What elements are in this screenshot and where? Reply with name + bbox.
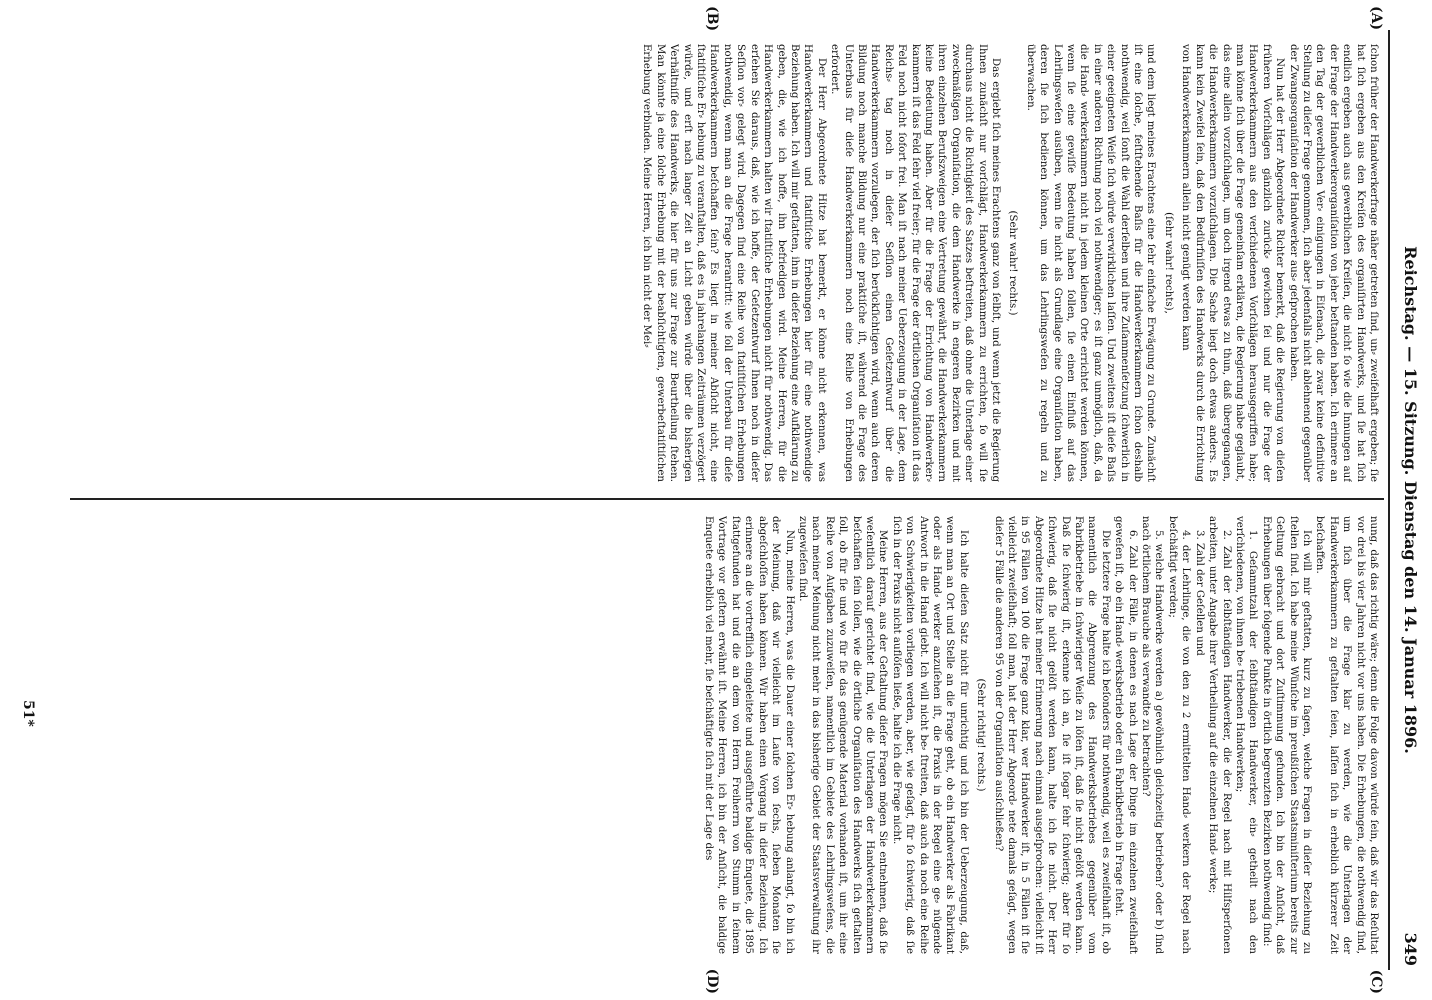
- page-header: [1392, 34, 1420, 966]
- list-item: 6. Zahl der Fälle, in denen es nach Lage der Dinge im einzelnen zweifelhaft geweſen iſt, ob ein Hand⸗ werksbetrieb oder ein Fabrikbetrieb in Frage ſteht.: [1113, 516, 1138, 954]
- margin-letter-a: (A): [1368, 6, 1384, 31]
- paragraph: Ich halte dieſen Satz nicht für unrichtig und ich bin der Ueberzeugung, daß, wenn man an Ort und Stelle an die Frage geht, ob ein Handwerker als Fabrikant oder als Hand⸗ werker anzuſehen iſt, die Praxis in der Regel eine ge⸗ nügende Antwort in die Hand giebt. Ich will nicht be⸗ ſtreiten, daß auch da noch eine Reihe von Schwierigkeiten vorliegen werden, aber, wie geſagt, für ſo ſchwierig, daß ſie ſich in der Praxis nicht auflöſen ließe, halte ich die Frage nicht.: [890, 516, 969, 954]
- interjection: (ſehr wahr! rechts),: [1162, 212, 1174, 314]
- list-item: 5. welche Handwerke werden a) gewöhnlich gleichzeitig betrieben? oder b) ſind nach örtlichem Brauche als verwandte zu betrachten?: [1140, 516, 1165, 954]
- margin-letter-c: (C): [1368, 969, 1384, 994]
- page-number: 349: [1401, 932, 1420, 966]
- margin-letter-b: (B): [704, 6, 720, 32]
- column-divider: [70, 498, 1384, 500]
- list-item: 1. Geſammtzahl der ſelbſtändigen Handwerker, ein⸗ getheilt nach den verſchiedenen, von ihnen be⸗ triebenen Handwerken;: [1233, 516, 1259, 954]
- paragraph: ſchon früher der Handwerkerfrage näher getreten ſind, un⸗ zweifelhaft ergeben; ſie hat ſich ergeben aus den Kreiſen des organiſirten Handwerks, und ſie hat ſich endlich ergeben auch aus gewerblichen Kreiſen, die nicht ſo wie die Innungen auf der Frage der Handwerkerorganiſation von jeher beſtanden haben. Ich erinnere an den Tag der gewerblichen Ver⸗ einigungen in Eiſenach, die zwar keine definitive Stellung zu dieſer Frage genommen, ſich aber jedenfalls nicht ablehnend gegenüber der Zwangsorganiſation der Handwerker aus⸗ geſprochen haben.: [1287, 44, 1379, 482]
- paragraph: Das ergiebt ſich meines Erachtens ganz von ſelbſt, und wenn jetzt die Regierung Ihnen zunächſt nur vorſchlägt, Handwerkerkammern zu errichten, ſo will ſie durchaus nicht die Richtigkeit des Satzes beſtreiten, daß ohne die Unterlage einer zweckmäßigen Organiſation, die dem Handwerke in engeren Bezirken und mit ihren einzelnen Berufszweigen eine Vertretung gewährt, die Handwerkerkammern keine Bedeutung haben. Aber für die Frage der Errichtung von Handwerker⸗ kammern iſt das Feld ſehr viel freier; für die Frage der örtlichen Organiſation iſt das Feld noch nicht ſofort frei. Man iſt nach meiner Ueberzeugung in der Lage, dem Reichs⸗ tag noch in dieſer Seſſion einen Geſetzentwurf über die Handwerkerkammern vorzulegen, der ſich berückſichtigen wird, wenn auch deren Bildung noch manche Bildung nur eine praktiſche iſt, während die Frage des Unterbaus für dieſe Handwerkerkammern noch eine Reihe von Erhebungen erfordert.: [829, 44, 1002, 482]
- paragraph: Die letztere Frage halte ich beſonders für nothwendig, weil es zweifelhaft iſt, ob namentlich die Abgrenzung des Handwerksbetriebes gegenüber vom Fabrikbetriebe in ſchwieriger Weiſe zu löſen iſt, daß ſie nicht gelöſt werden kann. Daß ſie ſchwierig iſt, erkenne ich an, ſie iſt ſogar ſehr ſchwierig; aber für ſo ſchwierig, daß ſie nicht gelöſt werden kann, halte ich ſie nicht. Der Herr Abgeordnete Hitze hat meiner Erinnerung nach einmal ausgeſprochen: vielleicht iſt in 95 Fällen von 100 die Frage ganz klar, wer Handwerker iſt, in 5 Fällen iſt ſie vielleicht zweifelhaft; ſoll man, hat der Herr Abgeord⸗ nete damals geſagt, wegen dieſer 5 Fälle die anderen 95 von der Organiſation ausſchließen?: [992, 516, 1111, 954]
- paragraph: Nun, meine Herren, was die Dauer einer ſolchen Er⸗ hebung anlangt, ſo bin ich der Meinung, daß wir vielleicht im Laufe von ſechs, ſieben Monaten ſie abgeſchloſſen haben können. Wir haben einen Vorgang in dieſer Beziehung. Ich erinnere an die vortrefflich eingeleitete und ausgeführte baldige Enquete, die 1895 ſtattgefunden hat und die an dem von Herrn Freiherrn von Stumm in ſeinem Vortrage vor geſtern erwähnt iſt. Meine Herren, ich bin der Anſicht, die baldige Enquete erheblich viel mehr, ſie beſchäftigte ſich mit der Lage des: [703, 516, 795, 954]
- right-column: [270, 516, 1380, 954]
- header-rule: [1388, 30, 1390, 970]
- paragraph: Ich will mir geſtatten, kurz zu ſagen, welche Fragen in dieſer Beziehung zu ſtellen ſind. Ich habe meine Wünſche im preußiſchen Staatsminiſterium bereits zur Geltung gebracht und dort Zuſtimmung gefunden. Ich bin der Anſicht, daß Erhebungen über folgende Punkte in örtlich begrenzten Bezirken nothwendig ſind:: [1260, 516, 1312, 954]
- margin-letter-d: (D): [704, 968, 720, 994]
- paragraph: Meine Herren, aus der Geſtaltung dieſer Fragen mögen Sie entnehmen, daß ſie weſentlich darauf gerichtet ſind, wie die Unterlagen der Handwerkerkammern beſchaffen ſein ſollen, wie die örtliche Organiſation des Handwerks ſich geſtalten ſoll, ob für ſie und wo für ſie das genügende Material vorhanden iſt, um ihr eine Reihe von Aufgaben zuzuweiſen, namentlich im Gebiete des Lehrlingsweſens, die nach meiner Meinung nicht mehr in das bisherige Gebiet der Staatsverwaltung ihr zugewieſen ſind.: [796, 516, 889, 954]
- list-item: 2. Zahl der ſelbſtändigen Handwerker, die der Regel nach mit Hilfsperſonen arbeiten, unter Angabe ihrer Vertheilung auf die einzelnen Hand⸗ werke;: [1207, 516, 1232, 954]
- paragraph: und dem liegt meines Erachtens eine ſehr einfache Erwägung zu Grunde. Zunächſt iſt eine ſolche, feſtſtehende Baſis für die Handwerkerkammern ſchon deshalb nothwendig, weil ſonſt die Wahl derſelben und ihre Zuſammenſetzung ſchwerlich in einer geeigneten Weiſe ſich würde verwirklichen laſſen. Und zweitens iſt dieſe Baſis in einer anderen Richtung noch viel nothwendiger; es iſt ganz unmöglich, daß, da die Hand⸗ werkerkammern nicht in jedem kleinen Orte errichtet werden können, wenn ſie eine gewiſſe Bedeutung haben ſollen, ſie einen Einfluß auf das Lehrlingsweſen ausüben, wenn ſie nicht als Grundlage eine Organiſation haben, deren ſie ſich bedienen können, um das Lehrlingsweſen zu regeln und zu überwachen.: [1024, 44, 1157, 482]
- interjection: (Sehr richtig! rechts.): [975, 678, 987, 792]
- signature-mark: 51*: [20, 700, 36, 727]
- paragraph: nung, daß das richtig wäre; denn die Folge davon würde ſein, daß wir das Reſultat vor drei bis vier Jahren nicht vor uns haben. Die Erhebungen, die nothwendig ſind, um ſich über die Frage klar zu werden, wie die Unterlagen der Handwerkerkammern zu geſtalten ſeien, laſſen ſich in erheblich kürzerer Zeit beſchaffen.: [1314, 516, 1379, 954]
- left-column: [48, 44, 1380, 482]
- paragraph: Nun hat der Herr Abgeordnete Richter bemerkt, daß die Regierung von dieſen früheren Vorſchlägen gänzlich zurück⸗ gewichen ſei und nur die Frage der Handwerkerkammern aus den verſchiedenen Vorſchlägen herausgegriffen habe; man könne ſich über die Frage gemeinſam erklären, die Regierung habe geglaubt, das eine allein vorzuſchlagen, um doch irgend etwas zu thun, daß übergegangen, die Handwerkerkammern vorzuſchlagen. Die Sache liegt doch etwas anders. Es kann kein Zweifel ſein, daß den Bedürfniſſen des Handwerks durch die Errichtung von Handwerkerkammern allein nicht genügt werden kann: [1180, 44, 1286, 482]
- running-header: Reichstag. — 15. Sitzung. Dienstag den 14. Januar 1896.: [1401, 246, 1420, 754]
- paragraph: Der Herr Abgeordnete Hitze hat bemerkt, er könne nicht erkennen, was Handwerkerkammern und ſtatiſtiſche Erhebungen hier für eine nothwendige Beziehung haben. Ich will mir geſtatten, ihm in dieſer Beziehung eine Aufklärung zu geben, die, wie ich hoffe, ihn befriedigen wird. Meine Herren, für die Handwerkerkammern halten wir ſtatiſtiſche Erhebungen nicht für nothwendig. Das erſehen Sie daraus, daß, wie ich hoffe, der Geſetzentwurf Ihnen noch in dieſer Seſſion vor⸗ gelegt wird. Dagegen ſind eine Reihe von ſtatiſtiſchen Erhebungen nothwendig, wenn man an die Frage herantritt: wie ſoll der Unterbau für dieſe Handwerkerkammern beſchaffen ſein? Es liegt in meiner Abſicht nicht, eine ſtatiſtiſche Er⸗ hebung zu veranſtalten, daß es in jahrelangen Zeiträumen verzögert würde, und erſt nach langer Zeit an Licht geben würde über die bisherigen Verhältniſſe des Handwerks, die hier für uns zur Frage zur Beurtheilung ſtehen. Man könnte ja eine ſolche Erhebung mit der beabſichtigten, gewerbeſtatiſtiſchen Erhebung verbinden. Meine Herren, ich bin nicht der Mei⸗: [641, 44, 827, 482]
- question-list: [1112, 516, 1259, 954]
- list-item: 3. Zahl der Geſellen und: [1193, 530, 1205, 656]
- list-item: 4. der Lehrlinge, die von den zu 2 ermittelten Hand⸗ werkern der Regel nach beſchäftigt werden;: [1166, 516, 1192, 954]
- interjection: (Sehr wahr! rechts.): [1007, 210, 1019, 316]
